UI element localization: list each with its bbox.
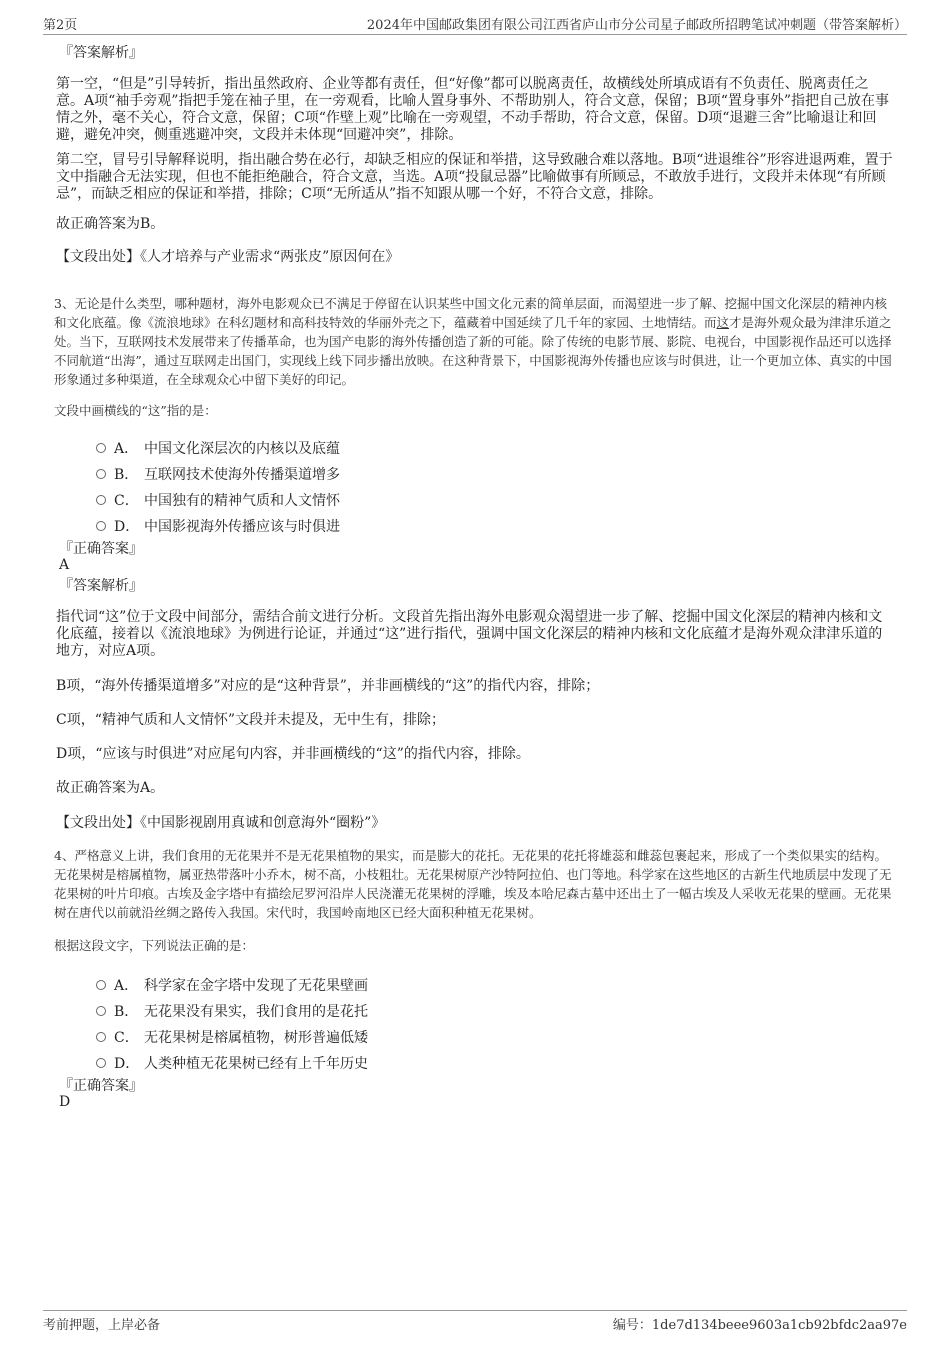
q3-answer: A (59, 557, 70, 573)
q3-question-text (54, 294, 894, 392)
radio-button-icon[interactable] (96, 1032, 106, 1042)
q4-option-b[interactable]: B． 无花果没有果实，我们食用的是花托 (96, 998, 894, 1024)
q3-option-b[interactable]: B． 互联网技术使海外传播渠道增多 (96, 461, 894, 487)
q4-option-a[interactable]: A． 科学家在金字塔中发现了无花果壁画 (96, 972, 894, 998)
document-body (56, 44, 894, 1110)
q2-analysis-label: 『答案解析』 (59, 45, 143, 61)
q4-options (96, 972, 894, 1076)
q4-question-text: 4、严格意义上讲，我们食用的无花果并不是无花果植物的果实，而是膨大的花托。无花果的花托将雄蕊和雌蕊包裹起来，形成了一个类似果实的结构。无花果树是榕属植物，属亚热带落叶小乔木，树不高，小枝粗壮。无花果树原产沙特阿拉伯、也门等地。科学家在这些地区的古新生代地质层中发现了无花果树的叶片印痕。古埃及金字塔中有描绘尼罗河沿岸人民浇灌无花果树的浮雕，埃及本哈尼森古墓中还出土了一幅古埃及人采收无花果的壁画。无花果树在唐代以前就沿丝绸之路传入我国。宋代时，我国岭南地区已经大面积种植无花果树。 (54, 848, 892, 920)
page-footer (43, 1310, 907, 1331)
q3-option-d[interactable]: D． 中国影视海外传播应该与时俱进 (96, 513, 894, 539)
source-label: 【文段出处】 (56, 815, 140, 831)
q4-answer-label: 『正确答案』 (59, 1078, 143, 1094)
q3-option-a[interactable]: A． 中国文化深层次的内核以及底蕴 (96, 435, 894, 461)
q3-options (96, 435, 894, 539)
q4-answer: D (59, 1094, 71, 1110)
document-title: 2024年中国邮政集团有限公司江西省庐山市分公司星子邮政所招聘笔试冲刺题（带答案解析） (366, 18, 907, 33)
q3-prompt: 文段中画横线的“这”指的是： (54, 403, 217, 418)
q2-source (56, 248, 894, 274)
radio-button-icon[interactable] (96, 1006, 106, 1016)
q3-analysis-paragraph-3: C项，“精神气质和人文情怀”文段并未提及，无中生有，排除； (56, 712, 446, 728)
footer-slogan: 考前押题，上岸必备 (43, 1318, 161, 1333)
q2-analysis-paragraph-2: 第二空，冒号引导解释说明，指出融合势在必行，却缺乏相应的保证和举措，这导致融合难以落地。B项“进退维谷”形容进退两难，置于文中指融合无法实现，但也不能拒绝融合，符合文意，当选。A项“投鼠忌器”比喻做事有所顾忌，不敢放手进行，文段并未体现“有所顾忌”，而缺乏相应的保证和举措，排除；C项“无所适从”指不知跟从哪一个好，不符合文意，排除。 (56, 152, 893, 202)
q4-option-c[interactable]: C． 无花果树是榕属植物，树形普遍低矮 (96, 1024, 894, 1050)
radio-button-icon[interactable] (96, 521, 106, 531)
source-label: 【文段出处】 (56, 249, 140, 265)
q3-analysis-paragraph-4: D项，“应该与时俱进”对应尾句内容，并非画横线的“这”的指代内容，排除。 (56, 746, 530, 762)
radio-button-icon[interactable] (96, 495, 106, 505)
q3-source-title: 《中国影视剧用真诚和创意海外“圈粉”》 (140, 815, 386, 831)
q3-answer-label: 『正确答案』 (59, 541, 143, 557)
q3-source (56, 814, 894, 840)
document-id: 编号：1de7d134beee9603a1cb92bfdc2aa97e (612, 1318, 907, 1333)
q4-prompt: 根据这段文字，下列说法正确的是： (54, 938, 255, 953)
radio-button-icon[interactable] (96, 1058, 106, 1068)
q3-option-c[interactable]: C． 中国独有的精神气质和人文情怀 (96, 487, 894, 513)
radio-button-icon[interactable] (96, 443, 106, 453)
page-header (43, 12, 907, 35)
q2-conclusion: 故正确答案为B。 (56, 216, 165, 232)
page-number: 第2页 (43, 18, 78, 33)
q3-underlined-word: 这 (716, 315, 730, 330)
q3-analysis-label: 『答案解析』 (59, 578, 143, 594)
q3-analysis-paragraph-1: 指代词“这”位于文段中间部分，需结合前文进行分析。文段首先指出海外电影观众渴望进一步了解、挖掘中国文化深层的精神内核和文化底蕴，接着以《流浪地球》为例进行论证，并通过“这”进行指代，强调中国文化深层的精神内核和文化底蕴才是海外观众津津乐道的地方，对应A项。 (56, 609, 883, 659)
q2-source-title: 《人才培养与产业需求“两张皮”原因何在》 (140, 249, 400, 265)
radio-button-icon[interactable] (96, 980, 106, 990)
q4-option-d[interactable]: D． 人类种植无花果树已经有上千年历史 (96, 1050, 894, 1076)
q2-analysis-paragraph-1: 第一空，“但是”引导转折，指出虽然政府、企业等都有责任，但“好像”都可以脱离责任，故横线处所填成语有不负责任、脱离责任之意。A项“袖手旁观”指把手笼在袖子里，在一旁观看，比喻人置身事外、不帮助别人，符合文意，保留；B项“置身事外”指把自己放在事情之外，毫不关心，符合文意，保留；C项“作壁上观”比喻在一旁观望，不动手帮助，符合文意，保留。D项“退避三舍”比喻退让和回避，避免冲突，侧重逃避冲突，文段并未体现“回避冲突”，排除。 (56, 76, 890, 143)
q3-text-after: 才是海外观众最为津津乐道之处。当下，互联网技术发展带来了传播革命，也为国产电影的海外传播创造了新的可能。除了传统的电影节展、影院、电视台，中国影视作品还可以选择不同航道“出海”，通过互联网走出国门，实现线上线下同步播出放映。在这种背景下，中国影视海外传播也应该与时俱进，让一个更加立体、真实的中国形象通过多种渠道，在全球观众心中留下美好的印记。 (54, 315, 892, 387)
radio-button-icon[interactable] (96, 469, 106, 479)
q3-text-before: 3、无论是什么类型，哪种题材，海外电影观众已不满足于停留在认识某些中国文化元素的简单层面，而渴望进一步了解、挖掘中国文化深层的精神内核和文化底蕴。像《流浪地球》在科幻题材和高科技特效的华丽外壳之下，蕴藏着中国延续了几千年的家园、土地情结。而 (54, 296, 887, 330)
q3-analysis-paragraph-2: B项，“海外传播渠道增多”对应的是“这种背景”，并非画横线的“这”的指代内容，排除； (56, 678, 600, 694)
q3-conclusion: 故正确答案为A。 (56, 780, 165, 796)
